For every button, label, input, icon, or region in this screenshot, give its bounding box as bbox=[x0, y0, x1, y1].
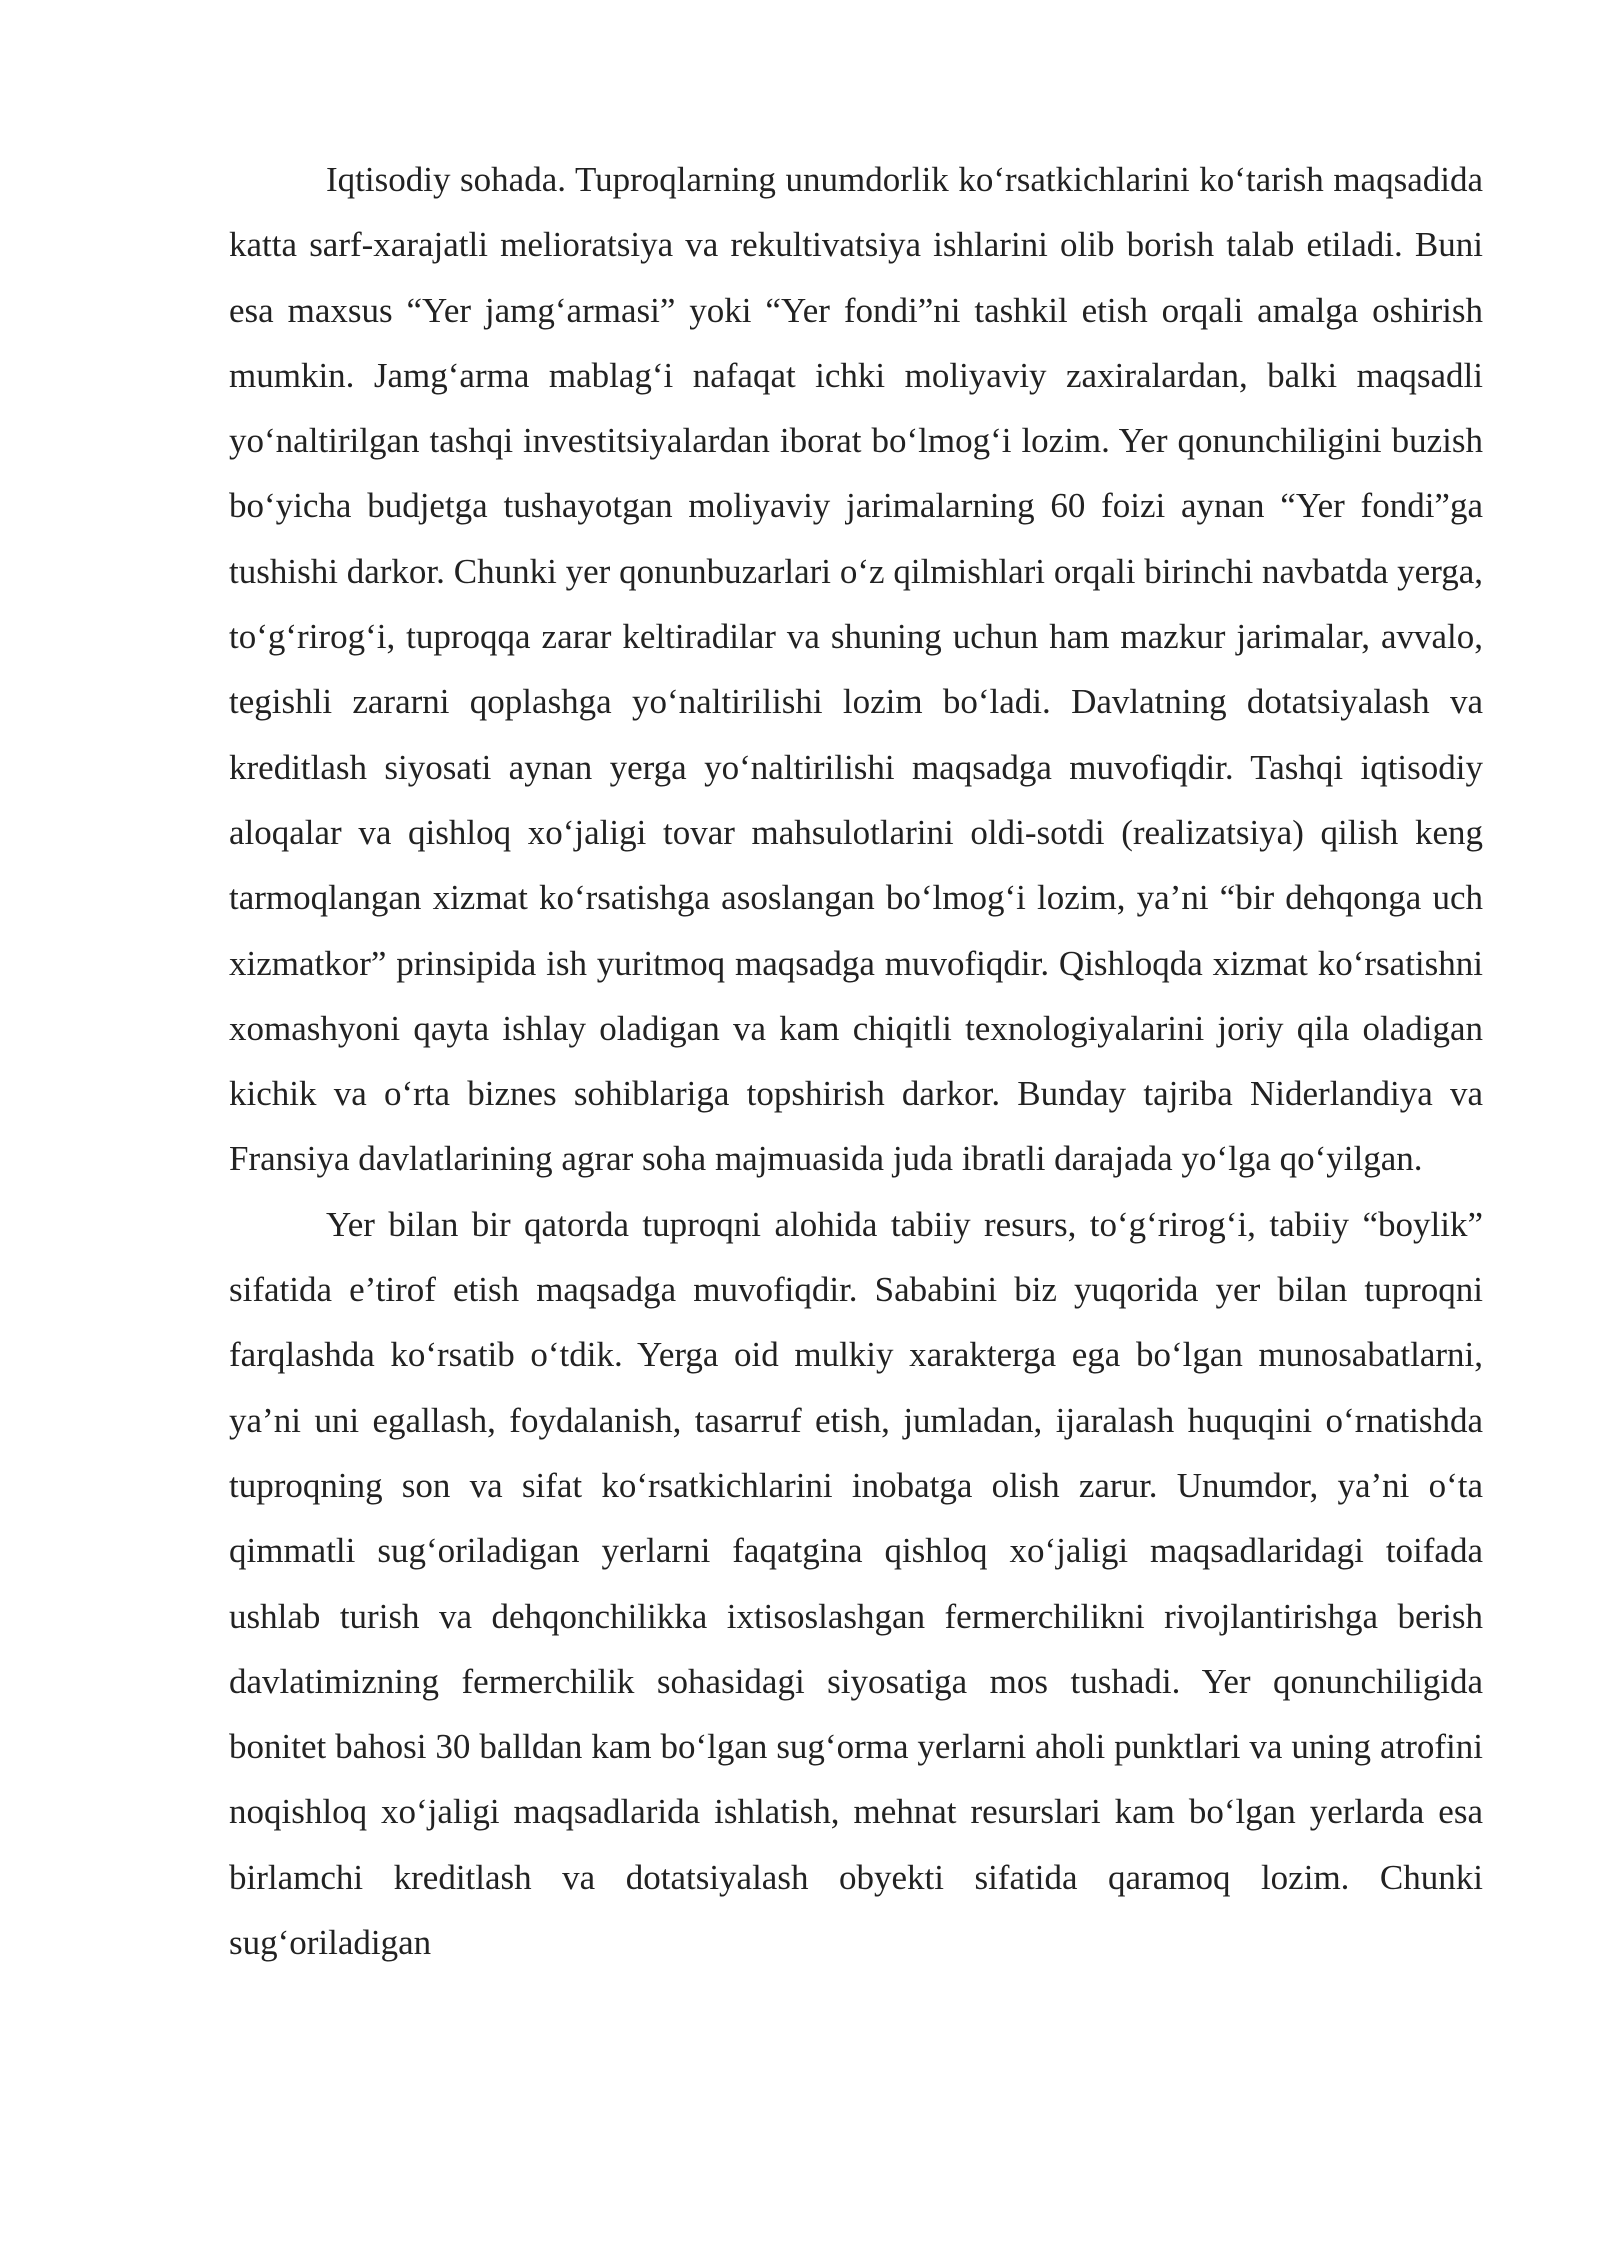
paragraph-1: Iqtisodiy sohada. Tuproqlarning unumdorlik ko‘rsatkichlarini ko‘tarish maqsadida katta sarf-xarajatli melioratsiya va rekultivatsiya ishlarini olib borish talab etiladi. Buni esa maxsus “Yer jamg‘armasi” yoki “Yer fondi”ni tashkil etish orqali amalga oshirish mumkin. Jamg‘arma mablag‘i nafaqat ichki moliyaviy zaxiralardan, balki maqsadli yo‘naltirilgan tashqi investitsiyalardan iborat bo‘lmog‘i lozim. Yer qonunchiligini buzish bo‘yicha budjetga tushayotgan moliyaviy jarimalarning 60 foizi aynan “Yer fondi”ga tushishi darkor. Chunki yer qonunbuzarlari o‘z qilmishlari orqali birinchi navbatda yerga, to‘g‘rirog‘i, tuproqqa zarar keltiradilar va shuning uchun ham mazkur jarimalar, avvalo, tegishli zararni qoplashga yo‘naltirilishi lozim bo‘ladi. Davlatning dotatsiyalash va kreditlash siyosati aynan yerga yo‘naltirilishi maqsadga muvofiqdir. Tashqi iqtisodiy aloqalar va qishloq xo‘jaligi tovar mahsulotlarini oldi-sotdi (realizatsiya) qilish keng tarmoqlangan xizmat ko‘rsatishga asoslangan bo‘lmog‘i lozim, ya’ni “bir dehqonga uch xizmatkor” prinsipida ish yuritmoq maqsadga muvofiqdir. Qishloqda xizmat ko‘rsatishni xomashyoni qayta ishlay oladigan va kam chiqitli texnologiyalarini joriy qila oladigan kichik va o‘rta biznes sohiblariga topshirish darkor. Bunday tajriba Niderlandiya va Fransiya davlatlarining agrar soha majmuasida juda ibratli darajada yo‘lga qo‘yilgan. bbox=[229, 160, 1483, 1179]
paragraph-2: Yer bilan bir qatorda tuproqni alohida tabiiy resurs, to‘g‘rirog‘i, tabiiy “boylik” sifatida e’tirof etish maqsadga muvofiqdir. Sababini biz yuqorida yer bilan tuproqni farqlashda ko‘rsatib o‘tdik. Yerga oid mulkiy xarakterga ega bo‘lgan munosabatlarni, ya’ni uni egallash, foydalanish, tasarruf etish, jumladan, ijaralash huquqini o‘rnatishda tuproqning son va sifat ko‘rsatkichlarini inobatga olish zarur. Unumdor, ya’ni o‘ta qimmatli sug‘oriladigan yerlarni faqatgina qishloq xo‘jaligi maqsadlaridagi toifada ushlab turish va dehqonchilikka ixtisoslashgan fermerchilikni rivojlantirishga berish davlatimizning fermerchilik sohasidagi siyosatiga mos tushadi. Yer qonunchiligida bonitet bahosi 30 balldan kam bo‘lgan sug‘orma yerlarni aholi punktlari va uning atrofini noqishloq xo‘jaligi maqsadlarida ishlatish, mehnat resurslari kam bo‘lgan yerlarda esa birlamchi kreditlash va dotatsiyalash obyekti sifatida qaramoq lozim. Chunki sug‘oriladigan bbox=[229, 1204, 1483, 1963]
document-body bbox=[229, 147, 1483, 1975]
